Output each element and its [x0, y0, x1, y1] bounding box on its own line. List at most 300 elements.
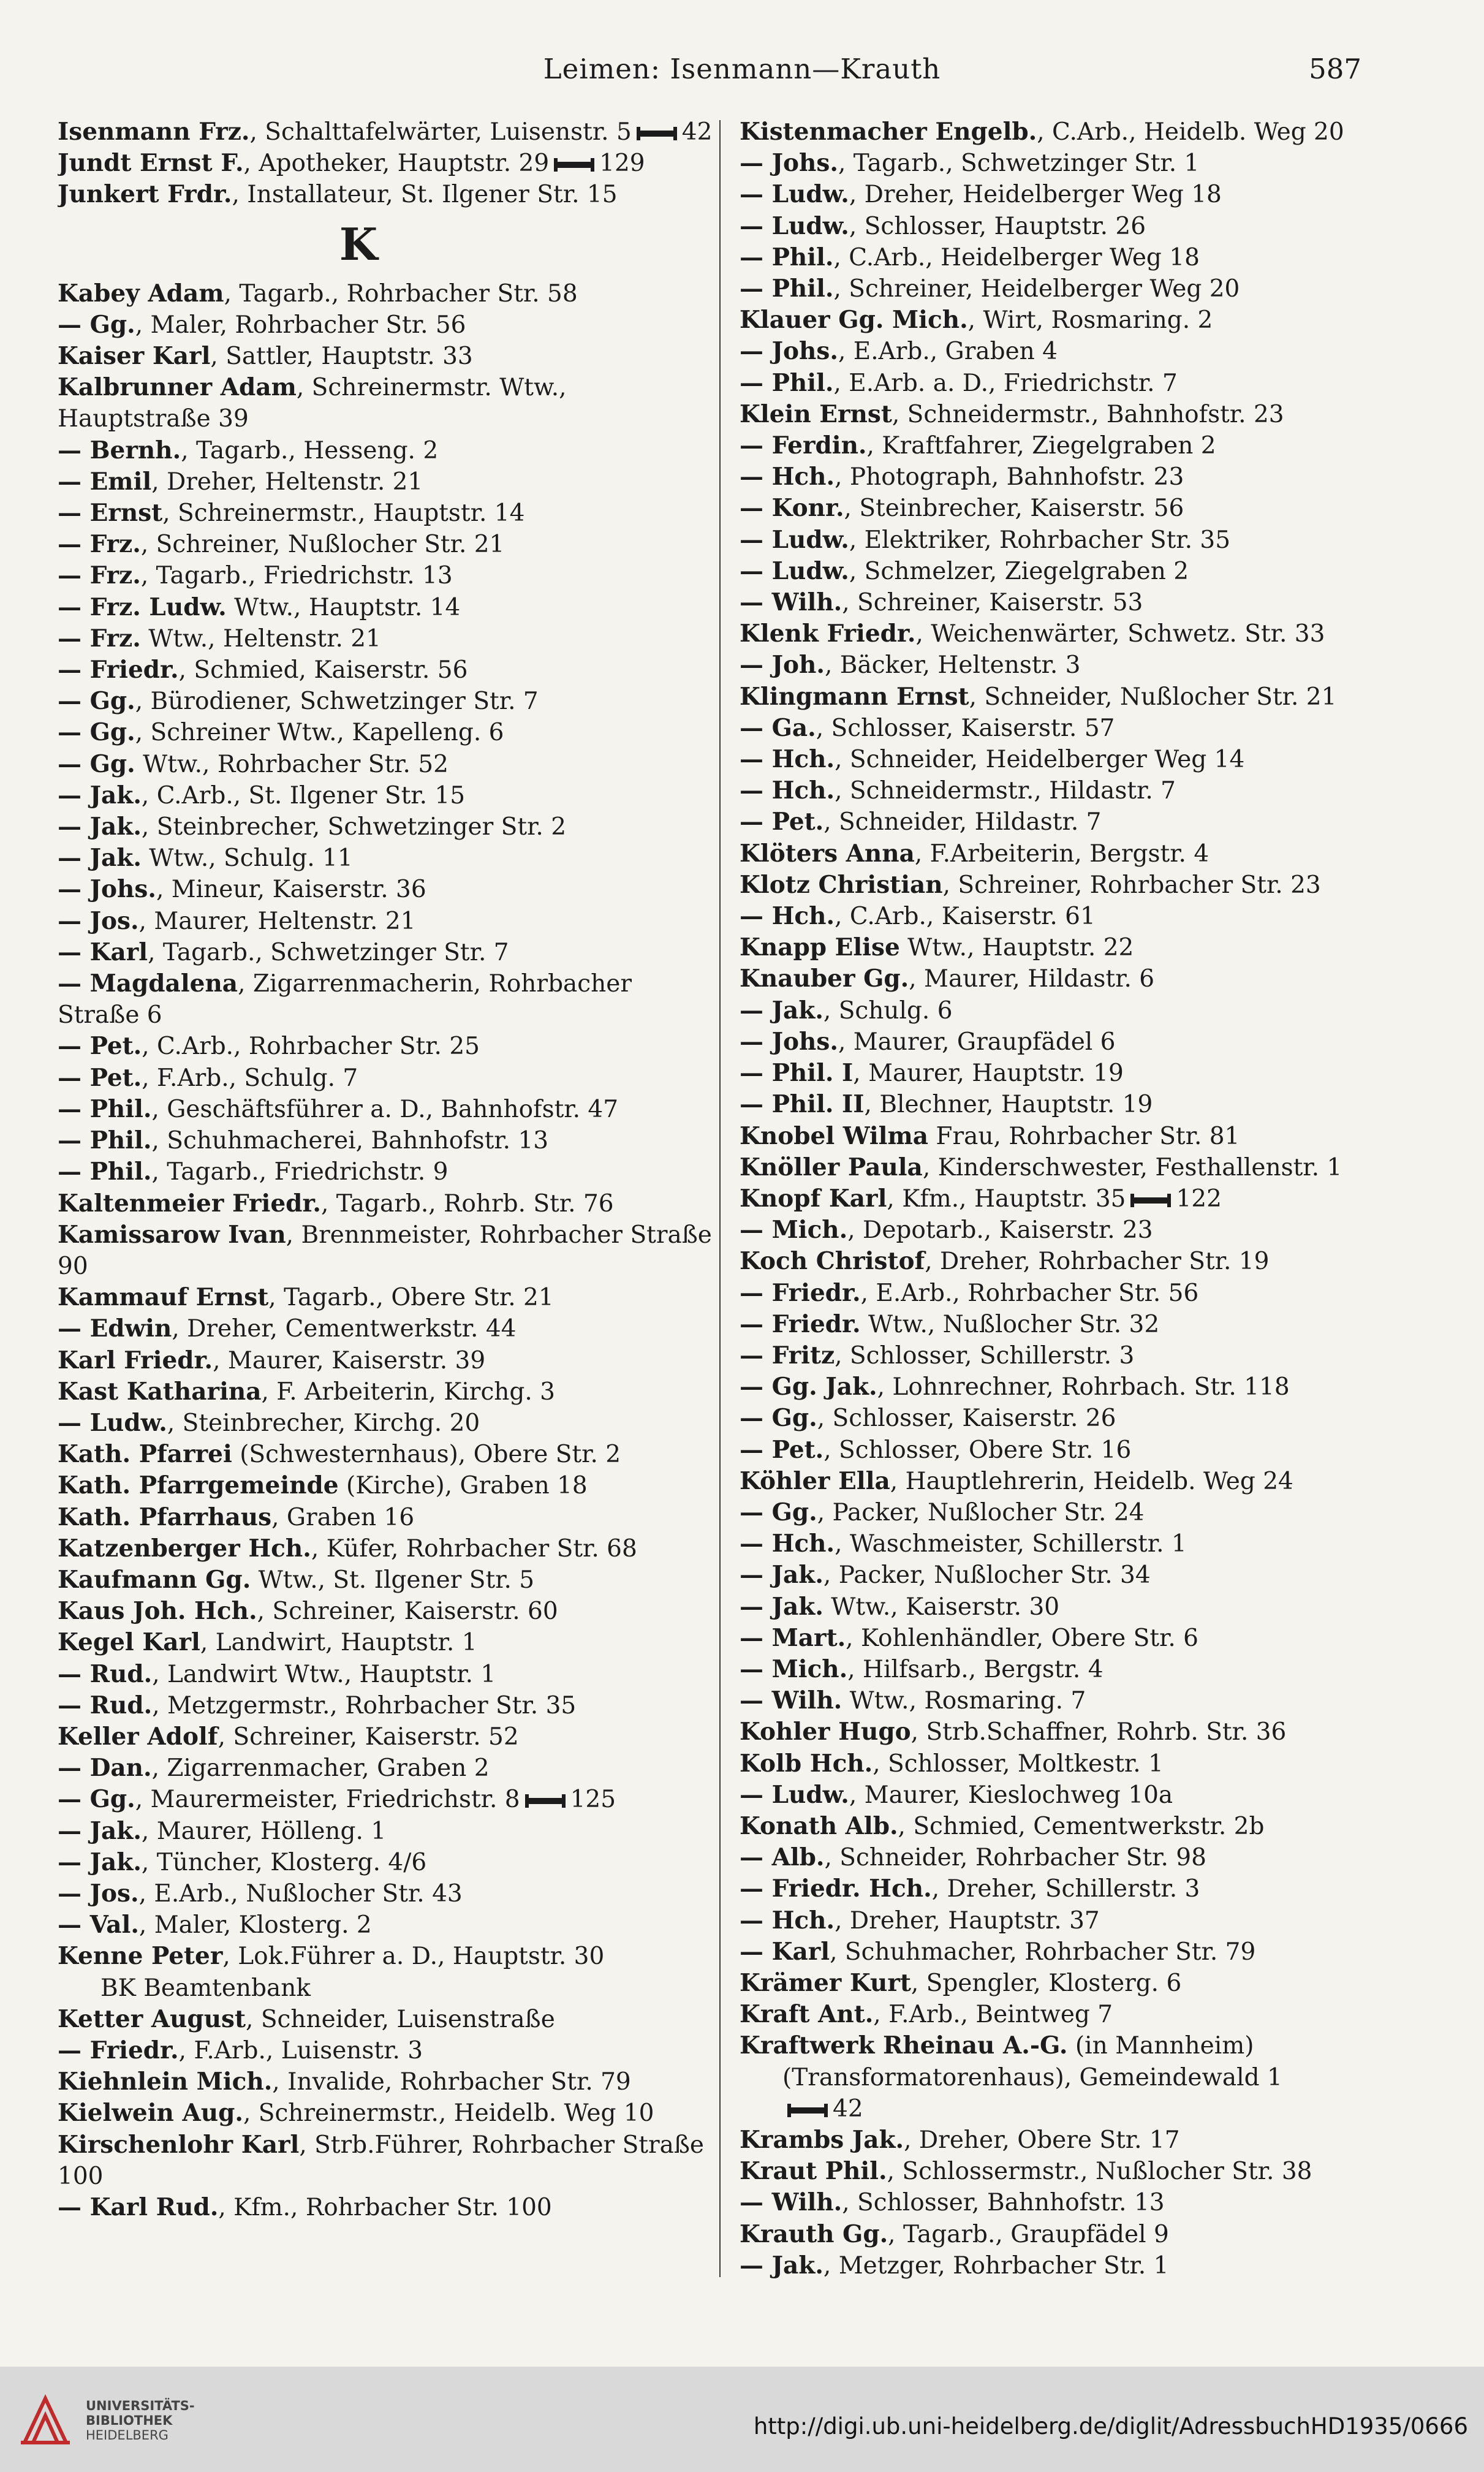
entry-name: Keller Adolf	[58, 1722, 218, 1751]
directory-entry	[58, 1219, 714, 1282]
entry-name: — Jak.	[58, 1816, 142, 1845]
entry-details: , Lok.Führer a. D., Hauptstr. 30	[222, 1943, 605, 1971]
entry-details: Frau, Rohrbacher Str. 81	[928, 1122, 1240, 1150]
entry-details: , Waschmeister, Schillerstr. 1	[835, 1530, 1187, 1558]
entry-name: — Mich.	[740, 1655, 848, 1683]
directory-entry	[740, 1058, 1396, 1089]
entry-details: , Tagarb., Friedrichstr. 9	[151, 1158, 449, 1186]
directory-entry	[58, 1031, 714, 1062]
entry-details: , Küfer, Rohrbacher Str. 68	[311, 1534, 637, 1563]
entry-details: , Schalttafelwärter, Luisenstr. 5	[249, 118, 632, 146]
entry-details: , Hilfsarb., Bergstr. 4	[847, 1655, 1104, 1683]
entry-details: , E.Arb., Rohrbacher Str. 56	[860, 1279, 1199, 1307]
telephone-number: 122	[1176, 1185, 1222, 1213]
directory-entry	[58, 2192, 714, 2223]
directory-entry	[58, 1376, 714, 1408]
entry-name: — Ludw.	[740, 180, 849, 209]
entry-details: (Transformatorenhaus), Gemeindewald 1	[782, 2063, 1282, 2091]
directory-entry	[58, 1282, 714, 1313]
entry-details: , Schreiner, Nußlocher Str. 21	[140, 531, 505, 559]
entry-name: Kath. Pfarrhaus	[58, 1503, 272, 1531]
entry-name: — Dan.	[58, 1754, 152, 1783]
directory-entry	[740, 1591, 1396, 1623]
directory-entry	[740, 1215, 1396, 1246]
directory-entry	[58, 906, 714, 937]
library-logo-text	[86, 2398, 195, 2443]
entry-details: , F. Arbeiterin, Kirchg. 3	[261, 1378, 555, 1406]
entry-details: , Depotarb., Kaiserstr. 23	[847, 1216, 1153, 1245]
directory-entry	[58, 1627, 714, 1658]
directory-entry	[740, 211, 1396, 242]
entry-name: Kolb Hch.	[740, 1749, 873, 1778]
entry-name: — Johs.	[740, 149, 838, 178]
entry-details: , Tüncher, Klosterg. 4/6	[141, 1848, 427, 1876]
entry-name: Klenk Friedr.	[740, 620, 916, 648]
entry-name: — Gg.	[740, 1498, 817, 1526]
entry-name: — Rud.	[58, 1691, 153, 1719]
university-seal-icon	[16, 2391, 75, 2450]
entry-details: , Dreher, Cementwerkstr. 44	[172, 1315, 517, 1343]
entry-name: — Gg.	[740, 1404, 817, 1433]
telephone-icon	[525, 1794, 566, 1808]
entry-name: Kielwein Aug.	[58, 2099, 243, 2128]
entry-name: — Jak.	[740, 996, 823, 1025]
entry-name: Kirschenlohr Karl	[58, 2130, 300, 2159]
entry-details: , Dreher, Rohrbacher Str. 19	[925, 1248, 1270, 1276]
directory-entry	[58, 529, 714, 560]
entry-details: , Blechner, Hauptstr. 19	[864, 1091, 1153, 1119]
entry-name: Junkert Frdr.	[58, 180, 232, 209]
directory-entry	[740, 336, 1396, 367]
entry-name: — Phil.	[740, 243, 834, 271]
entry-details: , Zigarrenmacherin, Rohrbacher Straße 6	[58, 970, 632, 1029]
entry-details: Wtw., Rosmaring. 7	[842, 1687, 1086, 1715]
entry-name: Kaufmann Gg.	[58, 1565, 251, 1594]
entry-details: , Kinderschwester, Festhallenstr. 1	[922, 1153, 1342, 1181]
entry-name: Kiehnlein Mich.	[58, 2068, 273, 2096]
directory-entry	[58, 372, 714, 434]
entry-details: , Metzger, Rohrbacher Str. 1	[823, 2251, 1169, 2280]
directory-entry	[58, 1847, 714, 1878]
directory-entry	[58, 1156, 714, 1188]
entry-details: , Packer, Nußlocher Str. 24	[817, 1498, 1145, 1526]
entry-details: , Maurer, Kieslochweg 10a	[849, 1781, 1173, 1809]
directory-entry	[740, 273, 1396, 305]
entry-name: — Phil.	[58, 1126, 152, 1155]
entry-details: , Schneider, Hildastr. 7	[823, 808, 1102, 836]
directory-entry	[740, 995, 1396, 1026]
entry-name: — Johs.	[740, 1027, 838, 1056]
entry-details: , Schlosser, Schillerstr. 3	[835, 1341, 1135, 1370]
entry-name: — Gg.	[58, 310, 135, 339]
directory-entry	[740, 681, 1396, 713]
entry-name: — Phil.	[58, 1158, 152, 1186]
directory-entry	[58, 1125, 714, 1156]
entry-details: , Steinbrecher, Kirchg. 20	[167, 1409, 480, 1437]
entry-details: , E.Arb. a. D., Friedrichstr. 7	[833, 369, 1178, 397]
directory-entry	[58, 1502, 714, 1533]
directory-entry	[58, 1784, 714, 1815]
entry-name: Kast Katharina	[58, 1377, 262, 1406]
directory-entry	[58, 2098, 714, 2129]
directory-entry	[740, 493, 1396, 524]
entry-name: — Jak.	[740, 1592, 823, 1621]
entry-name: — Frz.	[58, 624, 141, 653]
directory-entry	[740, 1309, 1396, 1340]
entry-name: — Magdalena	[58, 969, 238, 998]
entry-details: , Schlosser, Kaiserstr. 57	[816, 714, 1115, 742]
directory-entry	[58, 1533, 714, 1564]
entry-details: , Schreiner, Heidelberger Weg 20	[833, 275, 1240, 303]
directory-entry	[740, 1403, 1396, 1434]
right-column	[740, 116, 1396, 2281]
entry-name: — Joh.	[740, 651, 825, 680]
entry-details: , Hauptlehrerin, Heidelb. Weg 24	[890, 1467, 1293, 1495]
directory-entry	[58, 1596, 714, 1627]
directory-entry	[58, 2004, 714, 2035]
entry-name: — Karl	[58, 938, 148, 966]
entry-details: , Schmied, Cementwerkstr. 2b	[898, 1812, 1265, 1840]
directory-entry	[740, 1560, 1396, 1591]
entry-name: Karl Friedr.	[58, 1346, 213, 1374]
entry-details: Wtw., Kaiserstr. 30	[823, 1593, 1060, 1621]
entry-name: — Friedr.	[58, 656, 179, 684]
directory-entry	[740, 368, 1396, 399]
directory-entry	[740, 650, 1396, 681]
entry-details: , Schneider, Luisenstraße	[246, 2005, 555, 2033]
entry-name: — Gg.	[58, 687, 135, 716]
entry-details: , Dreher, Heidelberger Weg 18	[849, 181, 1222, 209]
entry-details: , Steinbrecher, Kaiserstr. 56	[844, 495, 1184, 523]
entry-details: , Invalide, Rohrbacher Str. 79	[272, 2068, 631, 2096]
directory-entry	[58, 937, 714, 968]
entry-details: , Geschäftsführer a. D., Bahnhofstr. 47	[151, 1095, 619, 1123]
entry-details: , Spengler, Klosterg. 6	[910, 1969, 1182, 1997]
directory-entry	[740, 744, 1396, 775]
entry-details: , Metzgermstr., Rohrbacher Str. 35	[152, 1691, 577, 1719]
entry-details: , Dreher, Obere Str. 17	[904, 2126, 1180, 2154]
directory-entry	[58, 2035, 714, 2066]
entry-name: — Hch.	[740, 463, 835, 491]
directory-entry	[740, 1246, 1396, 1277]
entry-details: Wtw., St. Ilgener Str. 5	[251, 1566, 535, 1594]
directory-entry	[58, 1439, 714, 1470]
directory-entry	[740, 1183, 1396, 1215]
directory-entry	[58, 780, 714, 811]
entry-name: — Hch.	[740, 1530, 835, 1558]
entry-name: — Jak.	[58, 844, 142, 873]
directory-entry	[58, 1408, 714, 1439]
entry-name: — Ludw.	[740, 525, 849, 554]
directory-entry	[740, 461, 1396, 493]
directory-entry	[740, 1497, 1396, 1528]
source-url-link[interactable]: http://digi.ub.uni-heidelberg.de/diglit/AdressbuchHD1935/0666	[753, 2413, 1468, 2440]
page-header-title: Leimen: Isenmann—Krauth	[543, 53, 941, 85]
directory-entry	[740, 430, 1396, 461]
entry-details: , Schlossermstr., Nußlocher Str. 38	[887, 2158, 1312, 2186]
entry-details: , Schuhmacher, Rohrbacher Str. 79	[830, 1938, 1256, 1966]
entry-name: Krambs Jak.	[740, 2126, 904, 2154]
directory-entry	[740, 116, 1396, 148]
entry-details: , Tagarb., Graupfädel 9	[888, 2220, 1169, 2248]
entry-name: Kaltenmeier Friedr.	[58, 1189, 321, 1218]
entry-details: , Schneider, Rohrbacher Str. 98	[824, 1844, 1206, 1872]
directory-entry	[740, 1999, 1396, 2030]
entry-details: , Tagarb., Schwetzinger Str. 1	[838, 150, 1200, 178]
directory-entry	[58, 1313, 714, 1344]
entry-name: Knöller Paula	[740, 1153, 923, 1181]
directory-entry	[58, 1909, 714, 1941]
entry-details: , C.Arb., Heidelb. Weg 20	[1037, 118, 1344, 146]
directory-entry	[58, 148, 714, 179]
entry-name: — Phil.	[740, 368, 834, 397]
directory-entry	[740, 1780, 1396, 1811]
entry-name: — Jos.	[58, 906, 139, 935]
entry-name: Knobel Wilma	[740, 1121, 929, 1150]
directory-entry	[58, 654, 714, 686]
entry-name: Kamissarow Ivan	[58, 1220, 286, 1249]
entry-name: Kohler Hugo	[740, 1718, 911, 1746]
entry-name: Isenmann Frz.	[58, 118, 250, 146]
entry-name: — Wilh.	[740, 588, 842, 617]
entry-details: , Graben 16	[271, 1503, 415, 1531]
telephone-icon	[554, 158, 594, 172]
directory-entry	[740, 932, 1396, 963]
column-divider	[719, 120, 721, 2277]
entry-details: , Maler, Rohrbacher Str. 56	[135, 311, 466, 339]
entry-details: , Tagarb., Hesseng. 2	[181, 436, 439, 464]
directory-entry	[58, 749, 714, 780]
entry-details: , Schlosser, Kaiserstr. 26	[817, 1405, 1116, 1433]
directory-entry	[740, 1152, 1396, 1183]
entry-details: , Weichenwärter, Schwetz. Str. 33	[915, 620, 1325, 648]
directory-entry	[740, 2187, 1396, 2218]
entry-details: Wtw., Rohrbacher Str. 52	[135, 750, 449, 778]
directory-entry	[740, 1435, 1396, 1466]
entry-details: , Elektriker, Rohrbacher Str. 35	[849, 526, 1231, 554]
directory-entry	[740, 1623, 1396, 1654]
entry-details: , Packer, Nußlocher Str. 34	[823, 1561, 1151, 1590]
entry-name: Kath. Pfarrgemeinde	[58, 1471, 339, 1500]
entry-details: (Schwesternhaus), Obere Str. 2	[232, 1441, 621, 1469]
directory-entry	[58, 1973, 714, 2004]
directory-entry	[58, 498, 714, 529]
entry-name: — Ernst	[58, 499, 163, 528]
entry-details: (Kirche), Graben 18	[338, 1472, 588, 1500]
directory-entry	[740, 1654, 1396, 1685]
entry-details: , Schreinermstr. Wtw., Hauptstraße 39	[58, 374, 567, 433]
entry-details: , C.Arb., Kaiserstr. 61	[835, 903, 1096, 931]
entry-details: , Maurermeister, Friedrichstr. 8	[135, 1786, 520, 1814]
directory-entry	[740, 963, 1396, 995]
entry-details: , Steinbrecher, Schwetzinger Str. 2	[141, 813, 567, 841]
entry-name: — Ludw.	[58, 1408, 167, 1437]
directory-entry	[740, 1089, 1396, 1120]
telephone-icon	[637, 127, 677, 140]
directory-entry	[740, 1340, 1396, 1371]
entry-name: Kistenmacher Engelb.	[740, 118, 1037, 146]
entry-details: , Schreinermstr., Heidelb. Weg 10	[243, 2099, 654, 2128]
entry-name: Kenne Peter	[58, 1942, 223, 1971]
directory-entry	[740, 2062, 1396, 2093]
directory-entry	[58, 1564, 714, 1596]
directory-entry	[58, 341, 714, 372]
directory-entry	[58, 843, 714, 874]
entry-name: Konath Alb.	[740, 1811, 898, 1840]
entry-name: Klingmann Ernst	[740, 682, 969, 711]
entry-name: Klöters Anna	[740, 839, 915, 868]
entry-name: — Karl Rud.	[58, 2193, 219, 2221]
entry-name: — Gg. Jak.	[740, 1373, 877, 1401]
entry-name: Kaiser Karl	[58, 342, 211, 371]
entry-details: , Maler, Klosterg. 2	[138, 1911, 372, 1939]
entry-name: Kraft Ant.	[740, 2000, 874, 2029]
directory-entry	[58, 1721, 714, 1753]
directory-entry	[740, 242, 1396, 273]
entry-name: Katzenberger Hch.	[58, 1534, 311, 1563]
entry-details: , Schreinermstr., Hauptstr. 14	[162, 499, 525, 528]
logo-line-1: UNIVERSITÄTS-	[86, 2398, 195, 2413]
directory-entry	[740, 1936, 1396, 1968]
entry-name: — Jak.	[58, 781, 142, 809]
directory-entry	[58, 1470, 714, 1501]
directory-entry	[740, 775, 1396, 806]
entry-name: — Frz.	[58, 530, 141, 559]
entry-details: , Schmied, Kaiserstr. 56	[178, 656, 468, 684]
directory-entry	[58, 1878, 714, 1909]
directory-entry	[58, 2129, 714, 2192]
entry-name: — Frz. Ludw.	[58, 593, 227, 621]
entry-details: , Schlosser, Moltkestr. 1	[873, 1750, 1164, 1778]
entry-details: , F.Arb., Beintweg 7	[873, 2001, 1113, 2029]
entry-name: — Ludw.	[740, 556, 849, 585]
entry-details: , Dreher, Hauptstr. 37	[835, 1906, 1100, 1935]
directory-entry	[740, 587, 1396, 618]
directory-entry	[58, 309, 714, 341]
entry-name: Kraut Phil.	[740, 2157, 887, 2186]
entry-details: , F.Arb., Luisenstr. 3	[178, 2036, 423, 2064]
directory-entry	[740, 1026, 1396, 1058]
entry-name: — Jos.	[58, 1879, 139, 1908]
directory-entry	[58, 686, 714, 717]
entry-name: — Alb.	[740, 1843, 825, 1872]
entry-details: , Schmelzer, Ziegelgraben 2	[849, 557, 1189, 585]
entry-details: , Tagarb., Rohrb. Str. 76	[321, 1189, 614, 1218]
directory-entry	[740, 1278, 1396, 1309]
directory-entry	[58, 1816, 714, 1847]
entry-name: Kaus Joh. Hch.	[58, 1597, 257, 1626]
entry-details: , Kohlenhändler, Obere Str. 6	[846, 1624, 1198, 1652]
entry-details: , C.Arb., Heidelberger Weg 18	[833, 243, 1200, 271]
directory-entry	[740, 1811, 1396, 1842]
entry-name: — Phil.	[740, 275, 834, 303]
telephone-icon	[1130, 1194, 1171, 1207]
directory-entry	[740, 2030, 1396, 2061]
directory-entry	[740, 806, 1396, 838]
entry-name: — Jak.	[58, 813, 142, 841]
entry-name: — Pet.	[58, 1063, 142, 1092]
entry-name: Kabey Adam	[58, 279, 224, 308]
entry-name: — Friedr.	[58, 2036, 179, 2064]
directory-entry	[58, 560, 714, 591]
entry-details: , Dreher, Heltenstr. 21	[151, 468, 423, 496]
entry-name: Jundt Ernst F.	[58, 149, 244, 178]
entry-name: Klauer Gg. Mich.	[740, 306, 968, 335]
directory-entry	[58, 278, 714, 309]
entry-name: — Mart.	[740, 1623, 846, 1652]
entry-details: , Sattler, Hauptstr. 33	[210, 343, 473, 371]
entry-details: Wtw., Schulg. 11	[141, 844, 353, 873]
logo-line-3: HEIDELBERG	[86, 2428, 168, 2443]
entry-name: — Fritz	[740, 1341, 835, 1370]
entry-name: — Friedr.	[740, 1310, 861, 1338]
directory-entry	[58, 623, 714, 654]
entry-details: , Kfm., Rohrbacher Str. 100	[218, 2194, 552, 2221]
entry-details: , Lohnrechner, Rohrbach. Str. 118	[877, 1373, 1290, 1401]
entry-details: , Mineur, Kaiserstr. 36	[156, 876, 426, 904]
entry-details: , Maurer, Graupfädel 6	[838, 1028, 1116, 1056]
directory-entry	[740, 838, 1396, 870]
telephone-number: 129	[599, 150, 645, 178]
entry-name: — Ludw.	[740, 211, 849, 240]
entry-details: , Schreiner, Rohrbacher Str. 23	[942, 871, 1321, 899]
entry-details: , E.Arb., Nußlocher Str. 43	[138, 1879, 463, 1908]
entry-name: — Edwin	[58, 1314, 172, 1343]
entry-details: , Schulg. 6	[823, 996, 953, 1025]
entry-details: , Wirt, Rosmaring. 2	[967, 306, 1213, 335]
entry-name: — Gg.	[58, 718, 135, 747]
entry-name: — Jak.	[740, 1561, 823, 1590]
telephone-number: 42	[833, 2095, 863, 2123]
entry-name: — Phil. II	[740, 1090, 865, 1119]
directory-entry	[740, 2250, 1396, 2281]
entry-name: — Emil	[58, 467, 152, 496]
directory-entry	[740, 1685, 1396, 1716]
directory-entry	[58, 811, 714, 843]
directory-entry	[740, 713, 1396, 744]
entry-name: Koch Christof	[740, 1247, 925, 1276]
directory-entry	[740, 1371, 1396, 1403]
directory-entry	[740, 399, 1396, 430]
entry-name: — Jak.	[58, 1848, 142, 1876]
directory-entry	[58, 874, 714, 905]
directory-entry	[740, 901, 1396, 932]
entry-name: Kalbrunner Adam	[58, 373, 297, 402]
entry-details: , Strb.Schaffner, Rohrb. Str. 36	[910, 1718, 1287, 1746]
entry-name: — Johs.	[740, 337, 838, 366]
entry-name: Knopf Karl	[740, 1184, 887, 1213]
directory-entry	[740, 1716, 1396, 1748]
entry-details: , E.Arb., Graben 4	[838, 338, 1058, 366]
entry-details: , F.Arbeiterin, Bergstr. 4	[914, 840, 1210, 868]
directory-entry	[58, 1659, 714, 1690]
entry-details: , Schreiner, Kaiserstr. 53	[842, 589, 1143, 617]
entry-details: , C.Arb., St. Ilgener Str. 15	[141, 781, 466, 809]
directory-entry	[740, 1748, 1396, 1780]
directory-entry	[740, 618, 1396, 650]
entry-name: Klein Ernst	[740, 400, 892, 428]
entry-details: , Tagarb., Obere Str. 21	[268, 1284, 554, 1312]
entry-name: — Phil. I	[740, 1059, 854, 1088]
entry-name: — Pet.	[58, 1032, 142, 1061]
directory-entry	[58, 1188, 714, 1219]
directory-entry	[58, 179, 714, 210]
entry-details: , Bürodiener, Schwetzinger Str. 7	[135, 688, 539, 716]
entry-name: — Konr.	[740, 494, 844, 523]
directory-entry	[58, 1753, 714, 1784]
entry-details: , Schneidermstr., Bahnhofstr. 23	[892, 400, 1284, 428]
directory-entry	[740, 1968, 1396, 1999]
